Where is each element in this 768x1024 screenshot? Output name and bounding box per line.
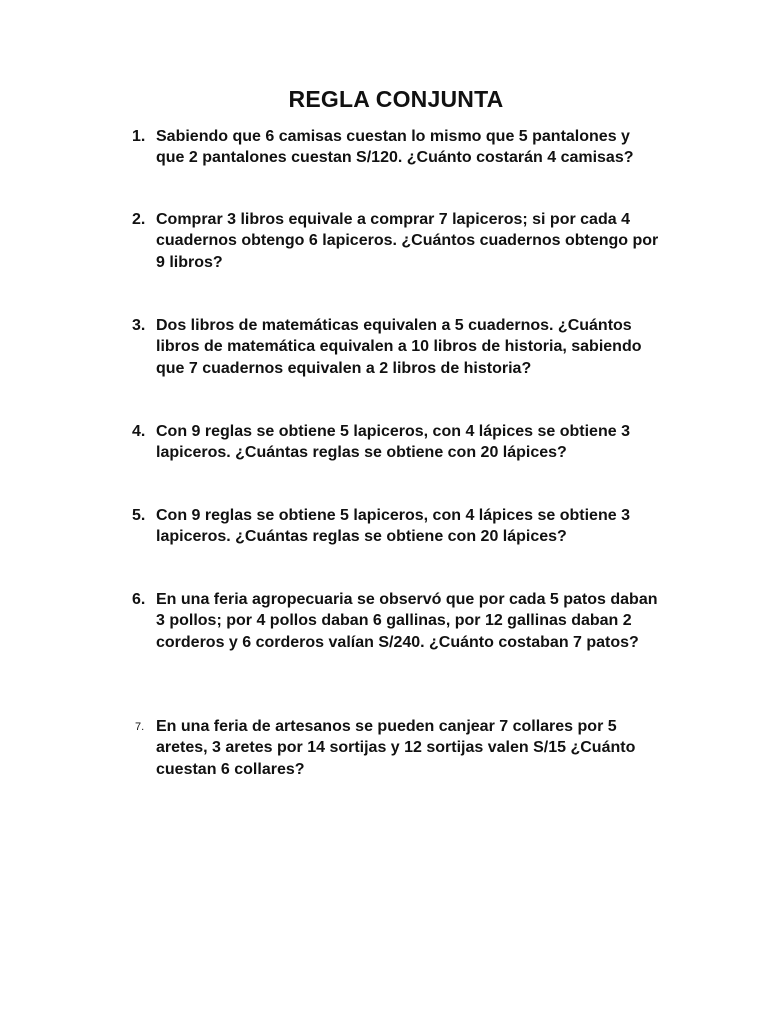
problem-text: Sabiendo que 6 camisas cuestan lo mismo que 5 pantalones y que 2 pantalones cuestan S/120. ¿Cuánto costarán 4 camisas?: [156, 128, 634, 167]
problem-text: Dos libros de matemáticas equivalen a 5 cuadernos. ¿Cuántos libros de matemática equivalen a 10 libros de historia, sabiendo que 7 cuadernos equivalen a 2 libros de historia?: [156, 317, 642, 377]
problem-2: [132, 209, 662, 273]
problem-number: 4.: [132, 423, 146, 440]
problem-4: [132, 421, 662, 464]
page-title: REGLA CONJUNTA: [288, 86, 504, 112]
problem-5: [132, 505, 662, 548]
problem-7: [132, 716, 662, 780]
problem-6: [132, 589, 662, 653]
problem-number: 6.: [132, 591, 146, 608]
problem-text: Con 9 reglas se obtiene 5 lapiceros, con 4 lápices se obtiene 3 lapiceros. ¿Cuántas reglas se obtiene con 20 lápices?: [156, 423, 630, 462]
problem-number: 2.: [132, 211, 146, 228]
problem-text: En una feria agropecuaria se observó que por cada 5 patos daban 3 pollos; por 4 pollos daban 6 gallinas, por 12 gallinas daban 2 corderos y 6 corderos valían S/240. ¿Cuánto costaban 7 patos?: [156, 591, 658, 651]
problem-1: [132, 126, 662, 169]
problem-text: En una feria de artesanos se pueden canjear 7 collares por 5 aretes, 3 aretes por 14 sortijas y 12 sortijas valen S/15 ¿Cuánto cuestan 6 collares?: [156, 718, 636, 778]
problem-3: [132, 315, 662, 379]
problem-number: 7.: [135, 721, 145, 733]
problem-text: Comprar 3 libros equivale a comprar 7 lapiceros; si por cada 4 cuadernos obtengo 6 lapiceros. ¿Cuántos cuadernos obtengo por 9 libros?: [156, 211, 659, 271]
problem-number: 5.: [132, 507, 146, 524]
problem-text: Con 9 reglas se obtiene 5 lapiceros, con 4 lápices se obtiene 3 lapiceros. ¿Cuántas reglas se obtiene con 20 lápices?: [156, 507, 630, 546]
problem-number: 1.: [132, 128, 146, 145]
problem-number: 3.: [132, 317, 146, 334]
